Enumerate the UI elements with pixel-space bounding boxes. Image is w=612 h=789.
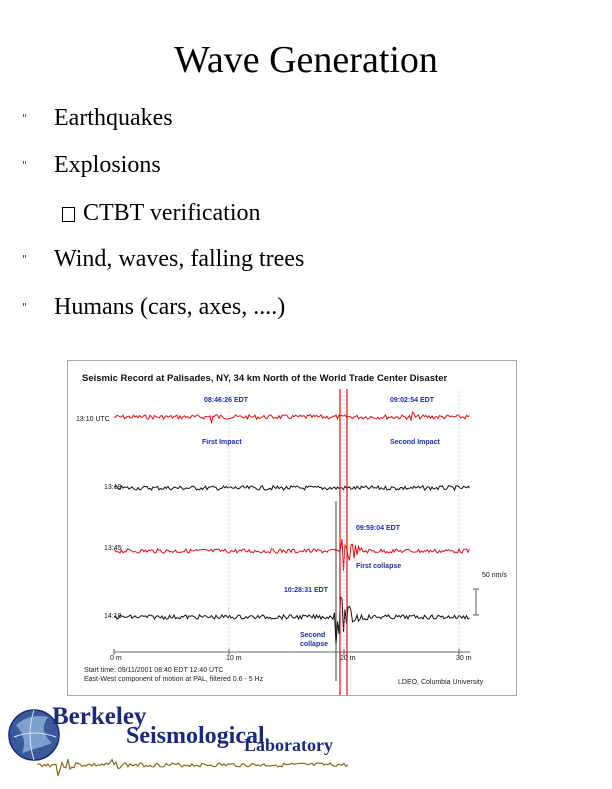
event-time-3: 09:59:04 EDT bbox=[356, 525, 400, 532]
bullet-humans bbox=[22, 292, 285, 322]
seismogram-traces bbox=[68, 361, 516, 695]
bullet-marker: " bbox=[22, 252, 28, 266]
logo-line-berkeley: Berkeley bbox=[52, 703, 147, 730]
x-tick-1: 10 m bbox=[226, 655, 242, 662]
logo-line-seismological: Seismological bbox=[126, 723, 265, 749]
event-label-second-impact: Second Impact bbox=[390, 439, 440, 446]
event-time-2: 09:02:54 EDT bbox=[390, 397, 434, 404]
bullet-text: Wind, waves, falling trees bbox=[54, 245, 305, 272]
event-time-4: 10:28:31 EDT bbox=[284, 587, 328, 594]
x-tick-0: 0 m bbox=[110, 655, 122, 662]
scale-label: 50 nm/s bbox=[482, 572, 507, 579]
event-label-second-collapse: Second collapse bbox=[300, 632, 329, 648]
row-label-1: 13:10 UTC bbox=[76, 416, 110, 423]
row-label-2: 13:19 bbox=[104, 484, 122, 491]
slide-title: Wave Generation bbox=[174, 39, 438, 81]
trace-row-3 bbox=[114, 539, 470, 571]
trace-row-4 bbox=[114, 597, 470, 644]
bullet-explosions bbox=[22, 150, 161, 180]
event-time-1: 08:46:26 EDT bbox=[204, 397, 248, 404]
footer-line-2: East-West component of motion at PAL, filtered 0.6 - 5 Hz bbox=[84, 676, 264, 683]
checkbox-icon bbox=[62, 207, 75, 222]
event-label-first-collapse: First collapse bbox=[356, 563, 402, 570]
event-label-first-impact: First Impact bbox=[202, 439, 242, 446]
bullet-text: Explosions bbox=[54, 151, 161, 178]
credit-text: LDEO, Columbia University bbox=[398, 679, 484, 686]
bullet-text: Earthquakes bbox=[54, 104, 173, 131]
footer-line-1: Start time: 09/11/2001 08:40 EDT 12:40 UTC bbox=[84, 667, 224, 674]
bullet-marker: " bbox=[22, 111, 28, 125]
bsl-logo bbox=[8, 703, 368, 789]
bullet-wind-waves bbox=[22, 244, 304, 274]
figure-title: Seismic Record at Palisades, NY, 34 km North of the World Trade Center Disaster bbox=[82, 373, 448, 384]
bullet-marker: " bbox=[22, 300, 28, 314]
bullet-earthquakes bbox=[22, 103, 173, 133]
sub-bullet-text: CTBT verification bbox=[83, 199, 261, 226]
bullet-text: Humans (cars, axes, ....) bbox=[54, 293, 286, 320]
sub-bullet-ctbt bbox=[62, 198, 261, 228]
x-tick-3: 30 m bbox=[456, 655, 472, 662]
seismic-record-figure bbox=[67, 360, 517, 696]
row-label-3: 13:45 bbox=[104, 545, 122, 552]
trace-row-1 bbox=[114, 412, 470, 423]
trace-row-2 bbox=[114, 486, 470, 490]
logo-seismic-wave bbox=[38, 759, 348, 776]
row-label-4: 14:10 bbox=[104, 613, 122, 620]
x-tick-2: 20 m bbox=[340, 655, 356, 662]
logo-line-laboratory: Laboratory bbox=[244, 735, 333, 755]
bullet-marker: " bbox=[22, 158, 28, 172]
